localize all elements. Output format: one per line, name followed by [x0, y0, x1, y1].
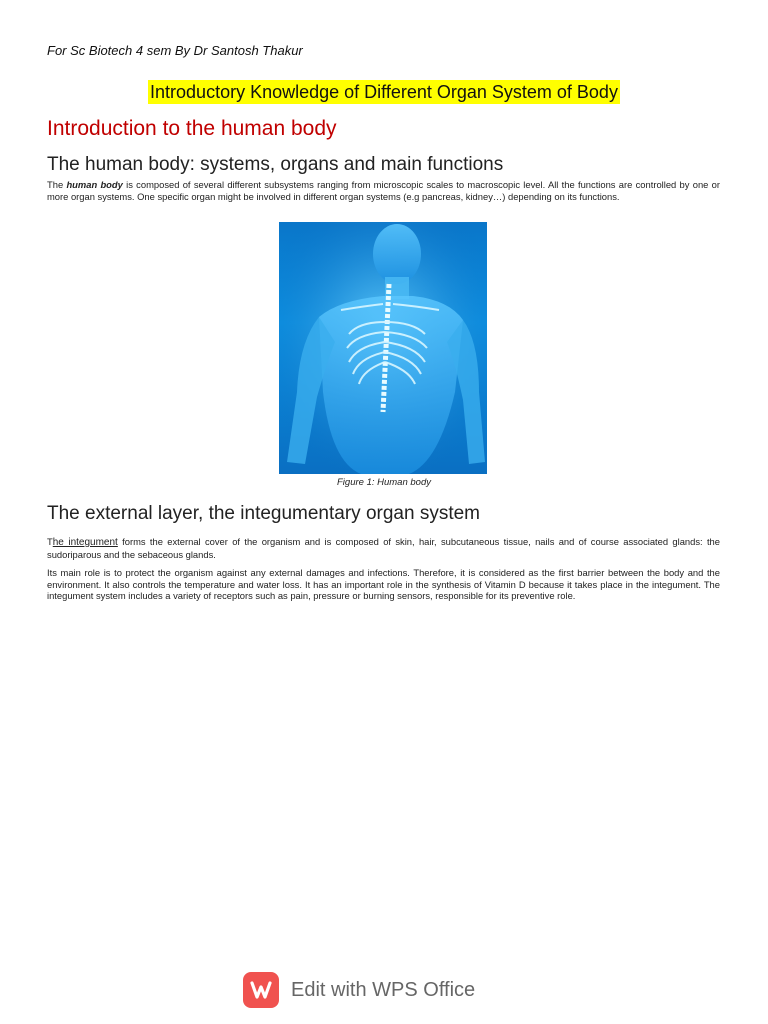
paragraph-text: The	[47, 179, 67, 190]
wps-logo-icon	[243, 972, 279, 1008]
main-title-wrap	[0, 80, 768, 104]
subsection-title-systems: The human body: systems, organs and main functions	[47, 154, 504, 175]
paragraph-text: is composed of several different subsystems ranging from microscopic scales to macroscopic level. All the functions are controlled by one or more organ systems. One specific organ might be involved in different organ systems (e.g pancreas, kidney…) depending on its functions.	[47, 179, 720, 202]
header-note: For Sc Biotech 4 sem By Dr Santosh Thakur	[47, 43, 303, 58]
emphasis-human-body: human body	[66, 179, 123, 190]
human-body-illustration	[279, 222, 487, 474]
wps-edit-banner[interactable]	[243, 972, 475, 1008]
human-body-image	[279, 222, 487, 474]
underlined-integument: he integument	[52, 537, 118, 548]
figure-caption: Figure 1: Human body	[337, 477, 431, 488]
paragraph-human-body	[47, 179, 720, 202]
subsection-title-integumentary: The external layer, the integumentary organ system	[47, 503, 481, 524]
paragraph-text: T	[47, 536, 53, 547]
wps-edit-label[interactable]: Edit with WPS Office	[291, 978, 476, 1001]
main-title: Introductory Knowledge of Different Organ System of Body	[150, 82, 618, 102]
paragraph-integument	[47, 536, 720, 560]
paragraph-text: forms the external cover of the organism and is composed of skin, hair, subcutaneous tissue, nails and of course associated glands: the sudoriparous and the sebaceous glands.	[47, 536, 720, 560]
paragraph-main-role: Its main role is to protect the organism against any external damages and infections. Therefore, it is considered as the first barrier between the body and the environment. It also controls the temperature and water loss. It has an important role in the synthesis of Vitamin D because it takes place in the integument. The integument system includes a variety of receptors such as pain, pressure or burning sensors, responsible for its preventive role.	[47, 567, 720, 601]
section-title: Introduction to the human body	[47, 117, 337, 140]
